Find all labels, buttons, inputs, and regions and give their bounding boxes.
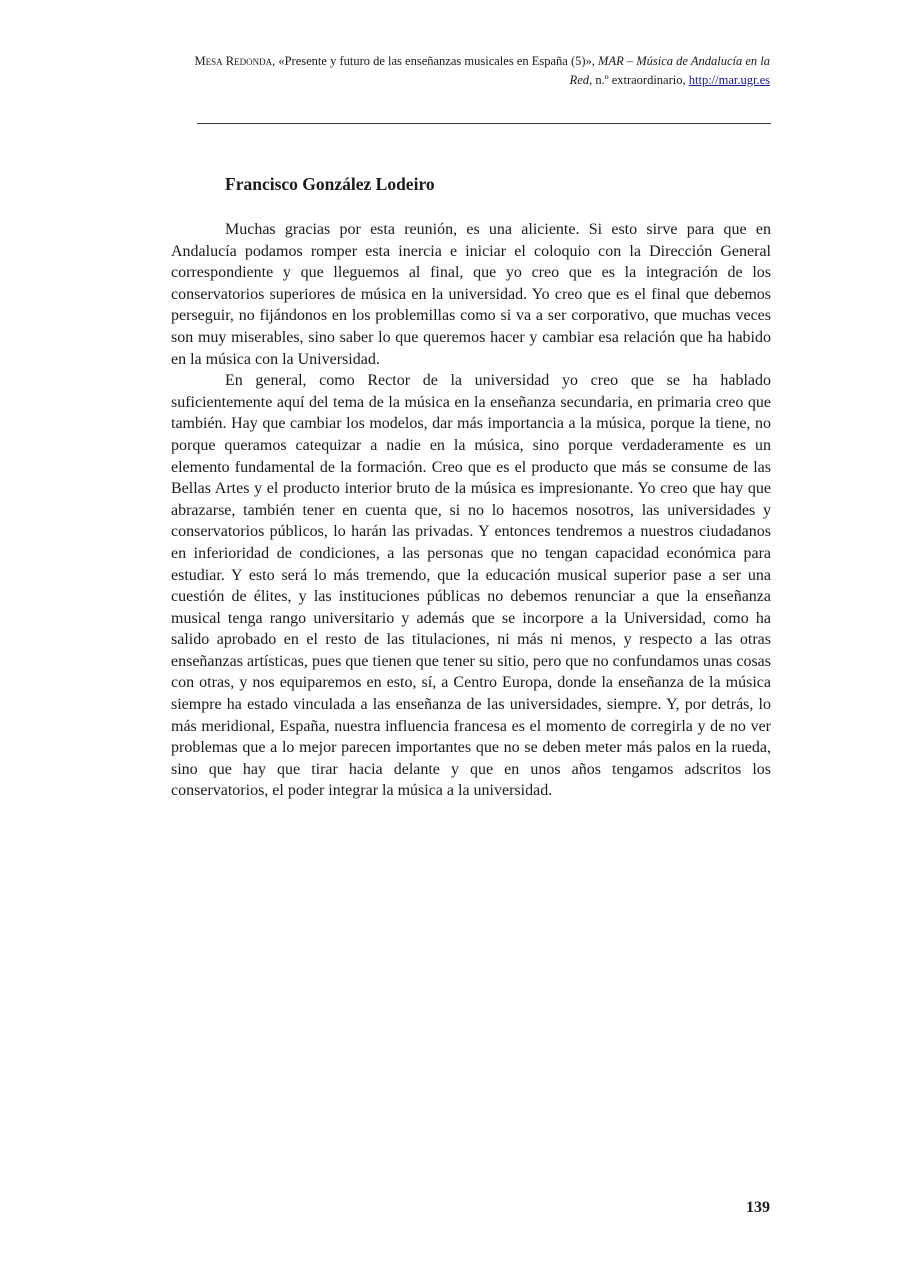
author-heading: Francisco González Lodeiro	[225, 174, 435, 194]
paragraph: Muchas gracias por esta reunión, es una aliciente. Si esto sirve para que en Andalucía podamos romper esta inercia e iniciar el coloquio con la Dirección General correspondiente y que lleguemos al final, que yo creo que es la integración de los conservatorios superiores de música en la universidad. Yo creo que es el final que debemos perseguir, no fijándonos en los problemillas como si va a ser corporativo, que muchas veces son muy miserables, sino saber lo que queremos hacer y cambiar esa relación que ha habido en la música con la Universidad.	[171, 221, 771, 368]
header-journal: MAR – Música de Andalucía en la Red	[569, 54, 770, 87]
running-header	[170, 52, 770, 90]
header-title: , «Presente y futuro de las enseñanzas musicales en España (5)»,	[272, 54, 599, 68]
paragraph: En general, como Rector de la universidad yo creo que se ha hablado suficientemente aquí del tema de la música en la enseñanza secundaria, en primaria creo que también. Hay que cambiar los modelos, dar más importancia a la música, porque la tiene, no porque queramos catequizar a nadie en la música, sino porque verdaderamente es un elemento fundamental de la formación. Creo que es el producto que más se consume de las Bellas Artes y el producto interior bruto de la música es impresionante. Yo creo que hay que abrazarse, también tener en cuenta que, si no lo hacemos nosotros, las universidades y conservatorios públicos, lo harán las privadas. Y entonces tendremos a nuestros ciudadanos en inferioridad de condiciones, a las personas que no tengan capacidad económica para estudiar. Y esto será lo más tremendo, que la educación musical superior pase a ser una cuestión de élites, y las instituciones públicas no debemos renunciar a que la enseñanza musical tenga rango universitario y además que se incorpore a la Universidad, como ha salido aprobado en el resto de las titulaciones, ni más ni menos, y respecto a las otras enseñanzas artísticas, pues que tienen que tener su sitio, pero que no confundamos unas cosas con otras, y nos equiparemos en esto, sí, a Centro Europa, donde la enseñanza de la música siempre ha estado vinculada a las enseñanza de las universidades, siempre. Y, por detrás, lo más meridional, España, nuestra influencia francesa es el momento de corregirla y de no ver problemas que a lo mejor parecen importantes que no se deben meter más palos en la rueda, sino que hay que tirar hacia delante y que en unos años tengamos adscritos los conservatorios, el poder integrar la música a la universidad.	[171, 372, 771, 800]
header-author-label: Mesa Redonda	[194, 54, 273, 68]
header-issue: , n.º extraordinario,	[589, 73, 689, 87]
header-divider	[197, 123, 771, 124]
page-number: 139	[746, 1199, 770, 1216]
header-url-link[interactable]: http://mar.ugr.es	[688, 73, 770, 87]
body-text	[171, 219, 771, 802]
